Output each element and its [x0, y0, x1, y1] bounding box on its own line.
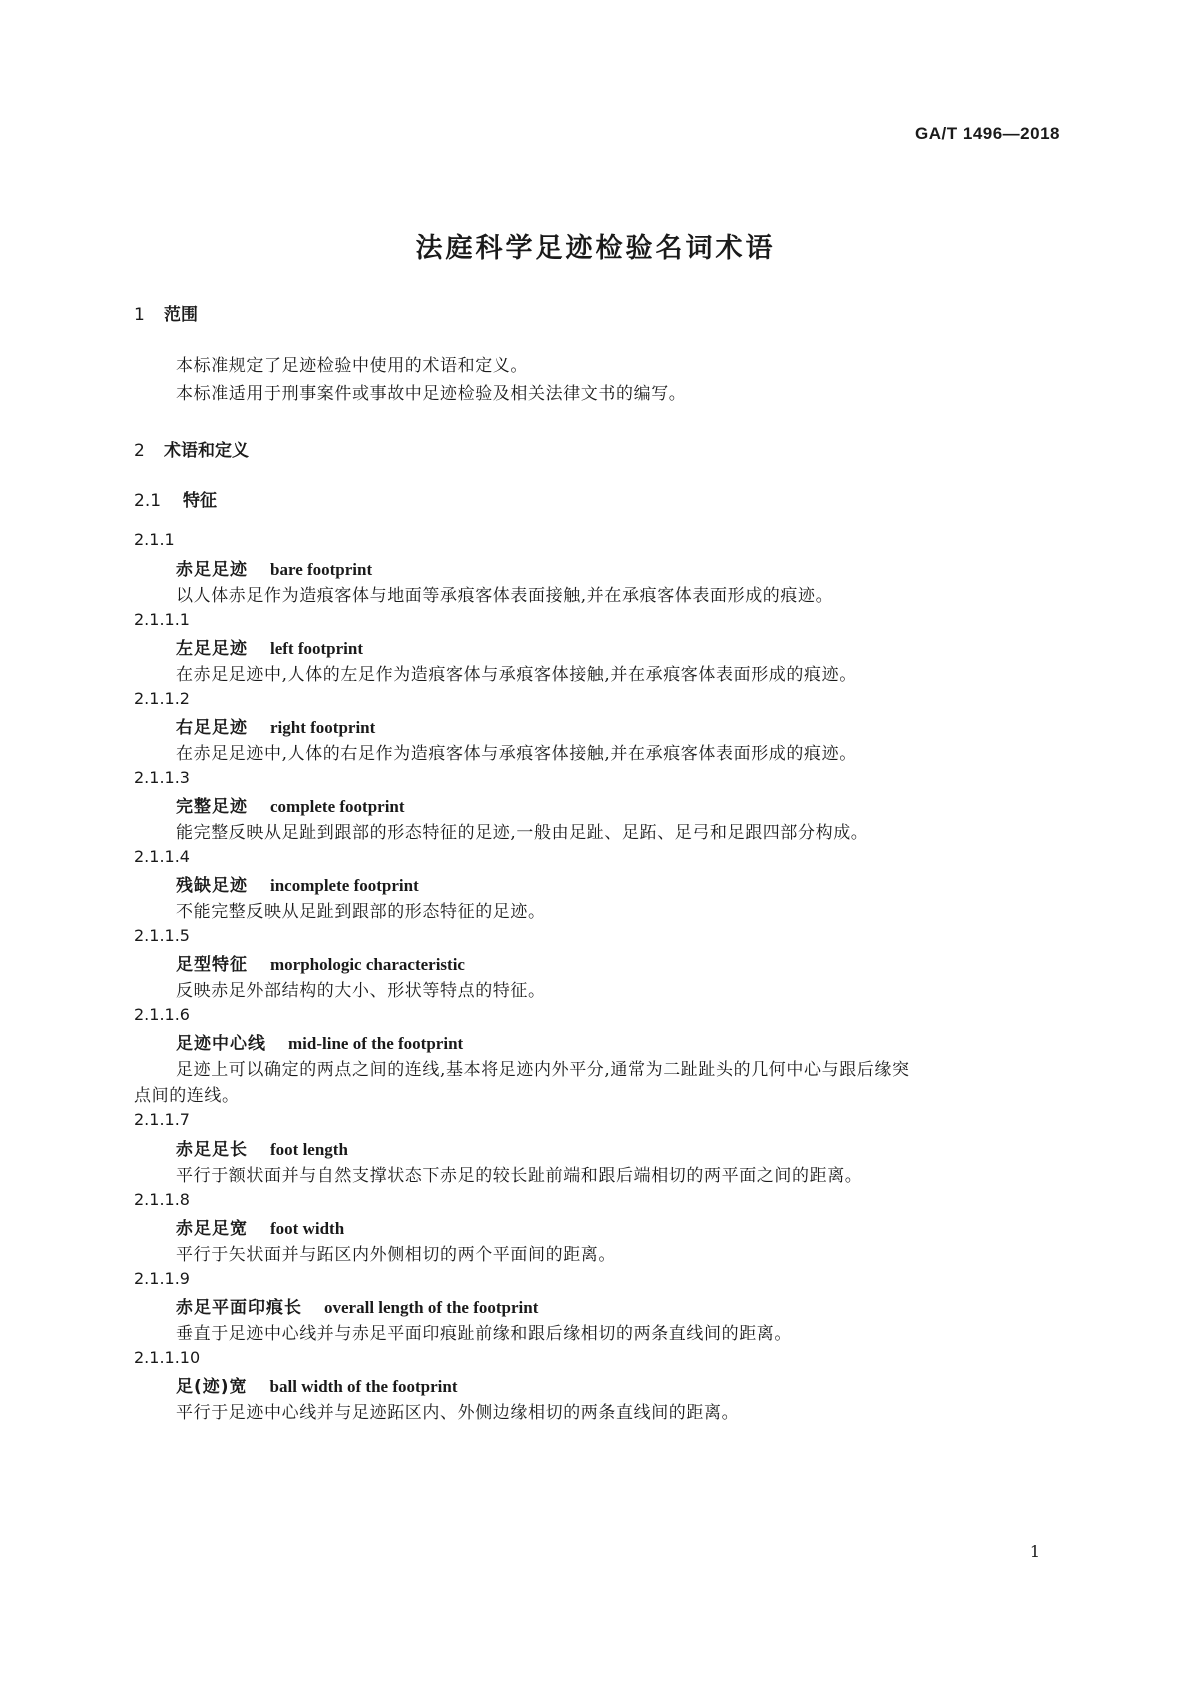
term-en: complete footprint — [270, 797, 405, 816]
term-zh: 足型特征 — [176, 955, 248, 975]
term-definition: 反映赤足外部结构的大小、形状等特点的特征。 — [176, 981, 546, 1001]
term-en: ball width of the footprint — [269, 1377, 458, 1396]
term-definition: 以人体赤足作为造痕客体与地面等承痕客体表面接触,并在承痕客体表面形成的痕迹。 — [176, 586, 834, 606]
term-en: mid-line of the footprint — [288, 1034, 464, 1053]
section-2-title: 术语和定义 — [164, 441, 249, 461]
term-zh: 左足足迹 — [176, 639, 248, 659]
section-1-heading — [134, 300, 198, 325]
term-entry — [176, 1214, 344, 1239]
page-number: 1 — [1029, 1542, 1040, 1561]
term-zh: 残缺足迹 — [176, 876, 248, 896]
term-entry — [176, 950, 465, 975]
section-2-1-number: 2.1 — [134, 491, 162, 511]
term-en: foot length — [270, 1140, 348, 1159]
term-en: bare footprint — [270, 560, 373, 579]
term-definition: 平行于足迹中心线并与足迹跖区内、外侧边缘相切的两条直线间的距离。 — [176, 1403, 740, 1423]
section-1-number: 1 — [134, 305, 145, 325]
term-definition: 不能完整反映从足趾到跟部的形态特征的足迹。 — [176, 902, 546, 922]
term-definition: 平行于额状面并与自然支撑状态下赤足的较长趾前端和跟后端相切的两平面之间的距离。 — [176, 1166, 863, 1186]
clause-number: 2.1.1.8 — [134, 1190, 190, 1209]
term-entry — [176, 792, 405, 817]
clause-number: 2.1.1.6 — [134, 1005, 190, 1024]
term-zh: 赤足足宽 — [176, 1219, 248, 1239]
section-1-paragraph-1: 本标准规定了足迹检验中使用的术语和定义。 — [176, 356, 528, 376]
term-entry — [176, 555, 372, 580]
term-zh: 完整足迹 — [176, 797, 248, 817]
term-definition: 足迹上可以确定的两点之间的连线,基本将足迹内外平分,通常为二趾趾头的几何中心与跟后缘突 — [176, 1060, 910, 1080]
section-1-title: 范围 — [164, 305, 198, 325]
term-entry — [176, 1029, 463, 1054]
term-definition-continued: 点间的连线。 — [134, 1086, 240, 1106]
term-en: foot width — [270, 1219, 345, 1238]
section-2-number: 2 — [134, 441, 145, 461]
term-zh: 赤足足长 — [176, 1140, 248, 1160]
term-definition: 在赤足足迹中,人体的左足作为造痕客体与承痕客体接触,并在承痕客体表面形成的痕迹。 — [176, 665, 857, 685]
term-definition: 平行于矢状面并与跖区内外侧相切的两个平面间的距离。 — [176, 1245, 616, 1265]
clause-number: 2.1.1.5 — [134, 926, 190, 945]
term-zh: 右足足迹 — [176, 718, 248, 738]
term-entry — [176, 713, 375, 738]
section-2-1-heading — [134, 486, 217, 511]
term-zh: 赤足平面印痕长 — [176, 1298, 302, 1318]
document-title: 法庭科学足迹检验名词术语 — [415, 233, 776, 264]
section-2-heading — [134, 436, 249, 461]
clause-number: 2.1.1 — [134, 530, 175, 549]
clause-number: 2.1.1.1 — [134, 610, 190, 629]
clause-number: 2.1.1.3 — [134, 768, 190, 787]
clause-number: 2.1.1.4 — [134, 847, 190, 866]
term-entry — [176, 1372, 458, 1397]
term-entry — [176, 1293, 538, 1318]
clause-number: 2.1.1.7 — [134, 1110, 190, 1129]
term-zh: 足迹中心线 — [176, 1034, 266, 1054]
term-en: overall length of the footprint — [324, 1298, 539, 1317]
clause-number: 2.1.1.2 — [134, 689, 190, 708]
term-en: incomplete footprint — [270, 876, 419, 895]
term-en: right footprint — [270, 718, 376, 737]
term-en: morphologic characteristic — [270, 955, 465, 974]
term-en: left footprint — [270, 639, 364, 658]
term-zh: 赤足足迹 — [176, 560, 248, 580]
term-definition: 能完整反映从足趾到跟部的形态特征的足迹,一般由足趾、足跖、足弓和足跟四部分构成。 — [176, 823, 869, 843]
section-2-1-title: 特征 — [183, 491, 217, 511]
term-entry — [176, 871, 419, 896]
term-definition: 在赤足足迹中,人体的右足作为造痕客体与承痕客体接触,并在承痕客体表面形成的痕迹。 — [176, 744, 857, 764]
standard-code: GA/T 1496—2018 — [915, 124, 1060, 143]
term-definition: 垂直于足迹中心线并与赤足平面印痕趾前缘和跟后缘相切的两条直线间的距离。 — [176, 1324, 792, 1344]
section-1-paragraph-2: 本标准适用于刑事案件或事故中足迹检验及相关法律文书的编写。 — [176, 384, 687, 404]
term-entry — [176, 1135, 348, 1160]
term-zh: 足(迹)宽 — [176, 1377, 248, 1397]
term-entry — [176, 634, 363, 659]
clause-number: 2.1.1.9 — [134, 1269, 190, 1288]
clause-number: 2.1.1.10 — [134, 1348, 201, 1367]
